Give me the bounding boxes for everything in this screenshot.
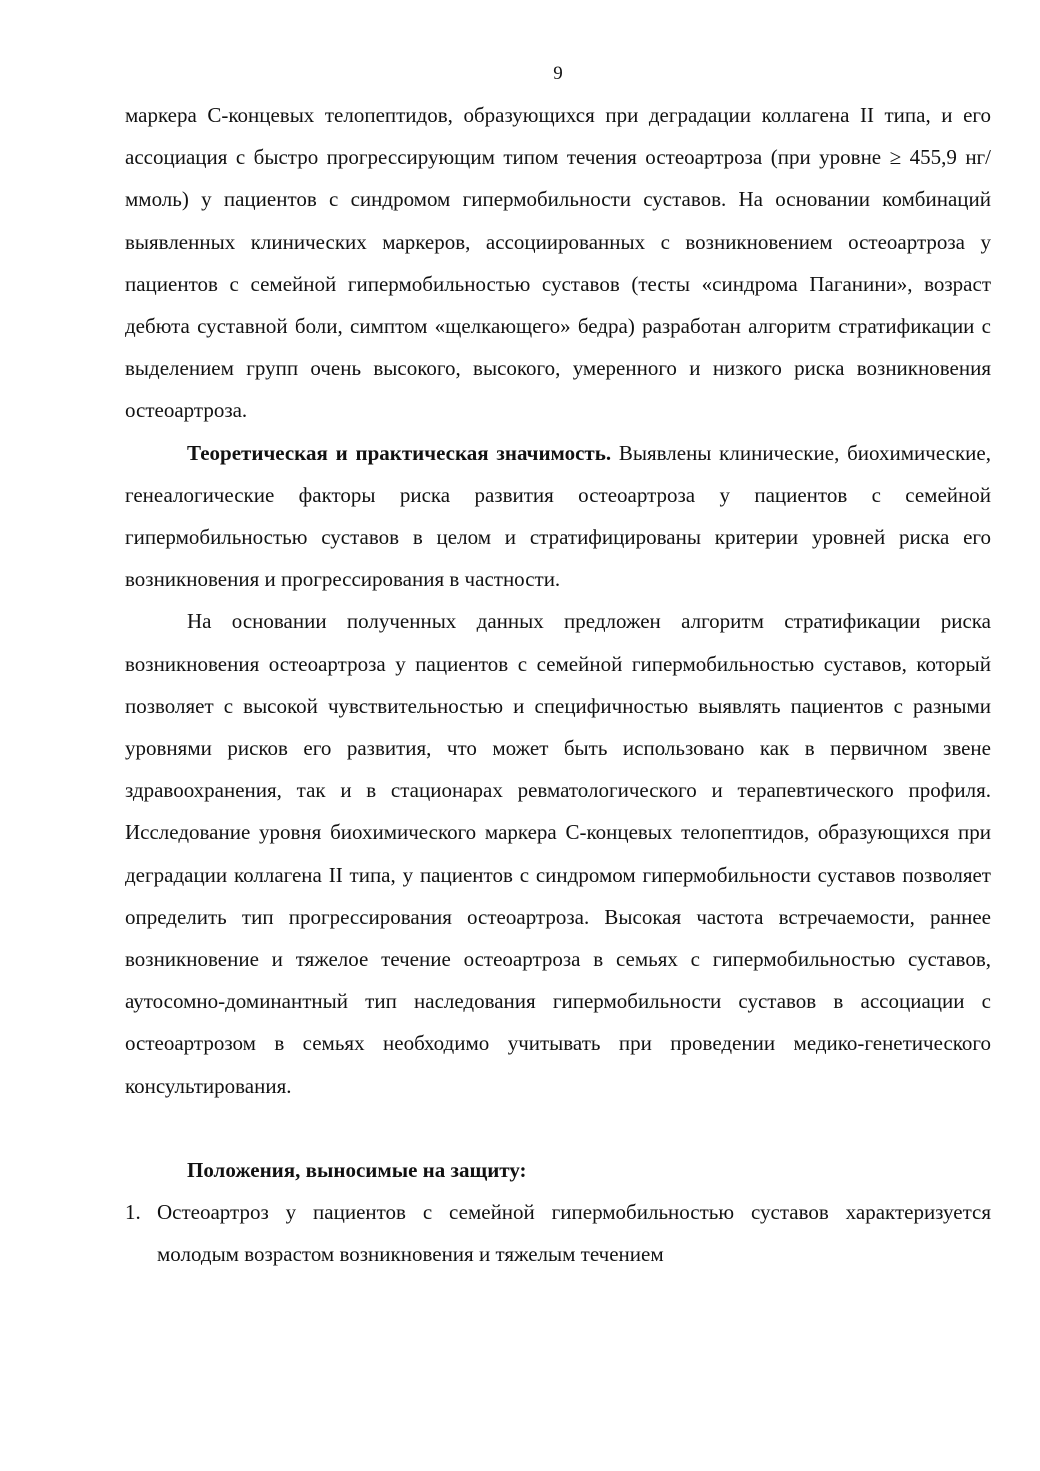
list-item-text: Остеоартроз у пациентов с семейной гипермобильностью суставов характеризуется молодым возрастом возникновения и тяжелым течением (157, 1200, 991, 1267)
list-item-number: 1. (125, 1200, 141, 1225)
list-item (125, 1191, 991, 1275)
paragraph-novelty-continued: маркера С-концевых телопептидов, образующихся при деградации коллагена II типа, и его ассоциация с быстро прогрессирующим типом течения остеоартроза (при уровне ≥ 455,9 нг/ммоль) у пациентов с синдромом гипермобильности суставов. На основании комбинаций выявленных клинических маркеров, ассоциированных с возникновением остеоартроза у пациентов с семейной гипермобильностью суставов (тесты «синдрома Паганини», возраст дебюта суставной боли, симптом «щелкающего» бедра) разработан алгоритм стратификации с выделением групп очень высокого, высокого, умеренного и низкого риска возникновения остеоартроза. (125, 103, 991, 423)
document-body (125, 94, 991, 1275)
paragraph-significance (125, 432, 991, 601)
provisions-list (125, 1191, 991, 1275)
significance-heading: Теоретическая и практическая значимость. (187, 440, 612, 465)
page-number: 9 (553, 63, 563, 84)
significance-text: Выявлены клинические, биохимические, генеалогические факторы риска развития остеоартроза у пациентов с семейной гипермобильностью суставов в целом и стратифицированы критерии уровней риска его возникновения и прогрессирования в частности. (125, 440, 991, 592)
section-heading-defense-provisions: Положения, выносимые на защиту: (187, 1157, 527, 1182)
paragraph-algorithm: На основании полученных данных предложен алгоритм стратификации риска возникновения остеоартроза у пациентов с семейной гипермобильностью суставов, который позволяет с высокой чувствительностью и специфичностью выявлять пациентов с разными уровнями рисков его развития, что может быть использовано как в первичном звене здравоохранения, так и в стационарах ревматологического и терапевтического профиля. Исследование уровня биохимического маркера С-концевых телопептидов, образующихся при деградации коллагена II типа, у пациентов с синдромом гипермобильности суставов позволяет определить тип прогрессирования остеоартроза. Высокая частота встречаемости, раннее возникновение и тяжелое течение остеоартроза в семьях с гипермобильностью суставов, аутосомно-доминантный тип наследования гипермобильности суставов в ассоциации с остеоартрозом в семьях необходимо учитывать при проведении медико-генетического консультирования. (125, 609, 991, 1098)
